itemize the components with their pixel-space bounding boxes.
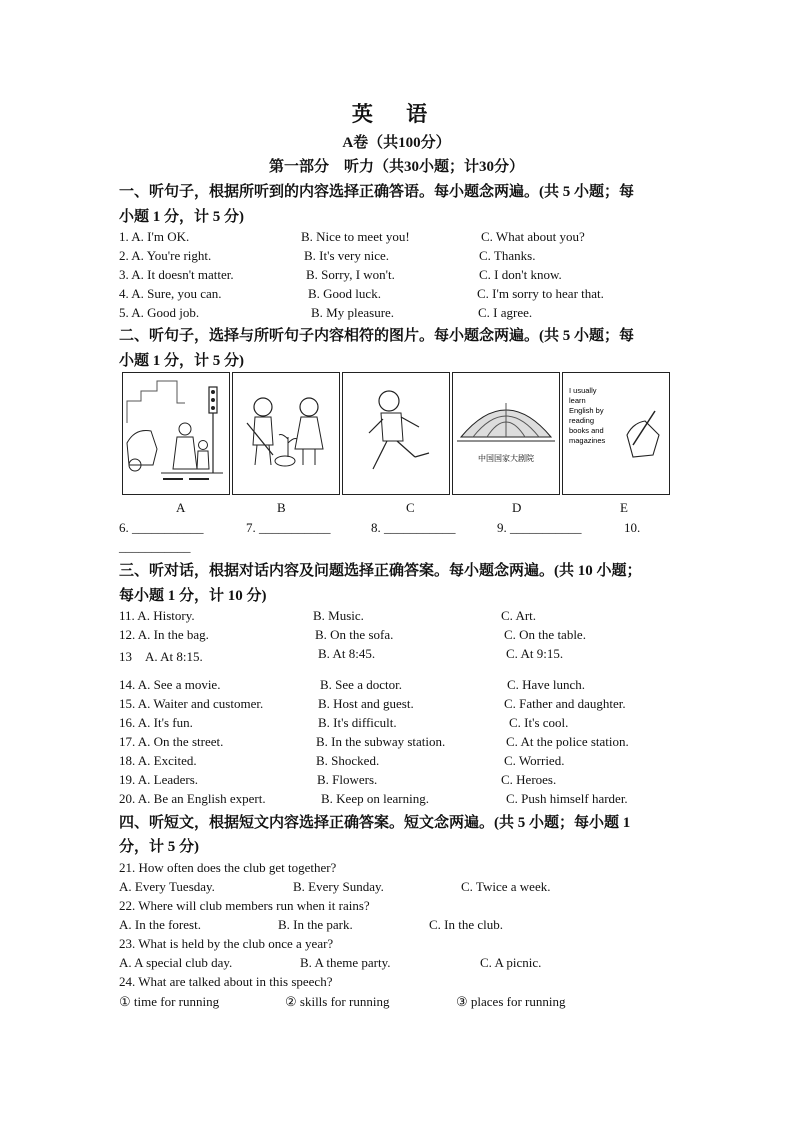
q23-option-b: B. A theme party. <box>300 955 391 970</box>
q2-option-c: C. Thanks. <box>479 248 536 263</box>
q3-option-a: 3. A. It doesn't matter. <box>119 267 234 282</box>
q13-option-b: B. At 8:45. <box>318 646 376 661</box>
q20-option-b: B. Keep on learning. <box>321 791 429 806</box>
q20-option-c: C. Push himself harder. <box>506 791 628 806</box>
q11-option-b: B. Music. <box>313 608 364 623</box>
note-line-6: magazines <box>569 436 606 445</box>
picture-label-c: C <box>406 500 415 515</box>
q24-option-3: ③ places for running <box>456 994 566 1009</box>
q12-option-c: C. On the table. <box>504 627 586 642</box>
q17-option-a: 17. A. On the street. <box>119 734 224 749</box>
q20-option-a: 20. A. Be an English expert. <box>119 791 266 806</box>
q22-question: 22. Where will club members run when it rains? <box>119 898 370 913</box>
picture-a-street-crossing <box>122 372 230 495</box>
q1-option-c: C. What about you? <box>481 229 585 244</box>
q18-option-a: 18. A. Excited. <box>119 753 197 768</box>
picture-row <box>120 372 672 497</box>
q15-option-a: 15. A. Waiter and customer. <box>119 696 264 711</box>
q23-option-c: C. A picnic. <box>480 955 542 970</box>
q17-option-c: C. At the police station. <box>506 734 629 749</box>
q5-option-b: B. My pleasure. <box>311 305 395 320</box>
section4-heading: 四、听短文，根据短文内容选择正确答案。短文念两遍。(共 5 小题；每小题 1 <box>119 815 631 831</box>
q21-question: 21. How often does the club get together? <box>119 860 337 875</box>
q2-option-a: 2. A. You're right. <box>119 248 212 263</box>
q11-option-c: C. Art. <box>501 608 537 623</box>
picture-b-planting-tree <box>232 372 340 495</box>
note-line-3: English by <box>569 406 604 415</box>
q4-option-c: C. I'm sorry to hear that. <box>477 286 604 301</box>
section1-heading: 一、听句子，根据所听到的内容选择正确答语。每小题念两遍。(共 5 小题；每 <box>119 184 634 200</box>
section1-heading-cont: 小题 1 分，计 5 分) <box>119 209 244 225</box>
q18-option-c: C. Worried. <box>504 753 565 768</box>
q19-option-b: B. Flowers. <box>317 772 378 787</box>
q24-question: 24. What are talked about in this speech? <box>119 974 333 989</box>
q3-option-c: C. I don't know. <box>479 267 562 282</box>
picture-e-reading-note <box>562 372 670 495</box>
q21-option-c: C. Twice a week. <box>461 879 551 894</box>
q15-option-b: B. Host and guest. <box>318 696 414 711</box>
q22-option-c: C. In the club. <box>429 917 504 932</box>
q13-option-c: C. At 9:15. <box>506 646 564 661</box>
q17-option-b: B. In the subway station. <box>316 734 446 749</box>
q4-option-b: B. Good luck. <box>308 286 381 301</box>
q5-option-c: C. I agree. <box>478 305 533 320</box>
paper-subtitle: A卷（共100分） <box>342 135 451 151</box>
q23-question: 23. What is held by the club once a year? <box>119 936 334 951</box>
note-line-2: learn <box>569 396 586 405</box>
theatre-caption: 中国国家大剧院 <box>478 454 534 463</box>
section2-heading-cont: 小题 1 分，计 5 分) <box>119 353 244 369</box>
answer-blank-10-label: 10. <box>624 520 641 535</box>
picture-c-boy-running <box>342 372 450 495</box>
q16-option-a: 16. A. It's fun. <box>119 715 193 730</box>
q12-option-b: B. On the sofa. <box>315 627 394 642</box>
section2-heading: 二、听句子，选择与所听句子内容相符的图片。每小题念两遍。(共 5 小题；每 <box>119 328 634 344</box>
q16-option-b: B. It's difficult. <box>318 715 397 730</box>
q15-option-c: C. Father and daughter. <box>504 696 626 711</box>
answer-blank-7: 7. ___________ <box>246 520 331 535</box>
answer-blank-8: 8. ___________ <box>371 520 456 535</box>
q24-option-2: ② skills for running <box>285 994 390 1009</box>
q18-option-b: B. Shocked. <box>316 753 380 768</box>
note-line-4: reading <box>569 416 595 425</box>
q16-option-c: C. It's cool. <box>509 715 569 730</box>
q11-option-a: 11. A. History. <box>119 608 195 623</box>
part-heading: 第一部分 听力（共30小题；计30分） <box>268 159 524 175</box>
q14-option-b: B. See a doctor. <box>320 677 402 692</box>
q23-option-a: A. A special club day. <box>119 955 233 970</box>
q19-option-a: 19. A. Leaders. <box>119 772 199 787</box>
q1-option-b: B. Nice to meet you! <box>301 229 410 244</box>
page-title: 英 语 <box>351 102 442 126</box>
q19-option-c: C. Heroes. <box>501 772 557 787</box>
picture-label-d: D <box>512 500 522 515</box>
picture-label-b: B <box>277 500 286 515</box>
answer-blank-10: ___________ <box>119 539 191 554</box>
q1-option-a: 1. A. I'm OK. <box>119 229 190 244</box>
q14-option-a: 14. A. See a movie. <box>119 677 221 692</box>
picture-d-national-theatre <box>452 372 560 495</box>
picture-label-a: A <box>176 500 186 515</box>
q21-option-a: A. Every Tuesday. <box>119 879 215 894</box>
picture-label-e: E <box>620 500 628 515</box>
note-line-5: books and <box>569 426 604 435</box>
q13-option-a: 13 A. At 8:15. <box>119 649 203 664</box>
q22-option-b: B. In the park. <box>278 917 353 932</box>
note-line-1: I usually <box>569 386 597 395</box>
answer-blank-9: 9. ___________ <box>497 520 582 535</box>
section4-heading-cont: 分，计 5 分) <box>119 839 199 855</box>
q5-option-a: 5. A. Good job. <box>119 305 200 320</box>
q22-option-a: A. In the forest. <box>119 917 201 932</box>
q21-option-b: B. Every Sunday. <box>293 879 384 894</box>
q12-option-a: 12. A. In the bag. <box>119 627 209 642</box>
q3-option-b: B. Sorry, I won't. <box>306 267 395 282</box>
q4-option-a: 4. A. Sure, you can. <box>119 286 222 301</box>
q14-option-c: C. Have lunch. <box>507 677 585 692</box>
q24-option-1: ① time for running <box>119 994 220 1009</box>
answer-blank-6: 6. ___________ <box>119 520 204 535</box>
section3-heading: 三、听对话，根据对话内容及问题选择正确答案。每小题念两遍。(共 10 小题； <box>119 563 642 579</box>
q2-option-b: B. It's very nice. <box>304 248 390 263</box>
section3-heading-cont: 每小题 1 分，计 10 分) <box>119 588 267 604</box>
